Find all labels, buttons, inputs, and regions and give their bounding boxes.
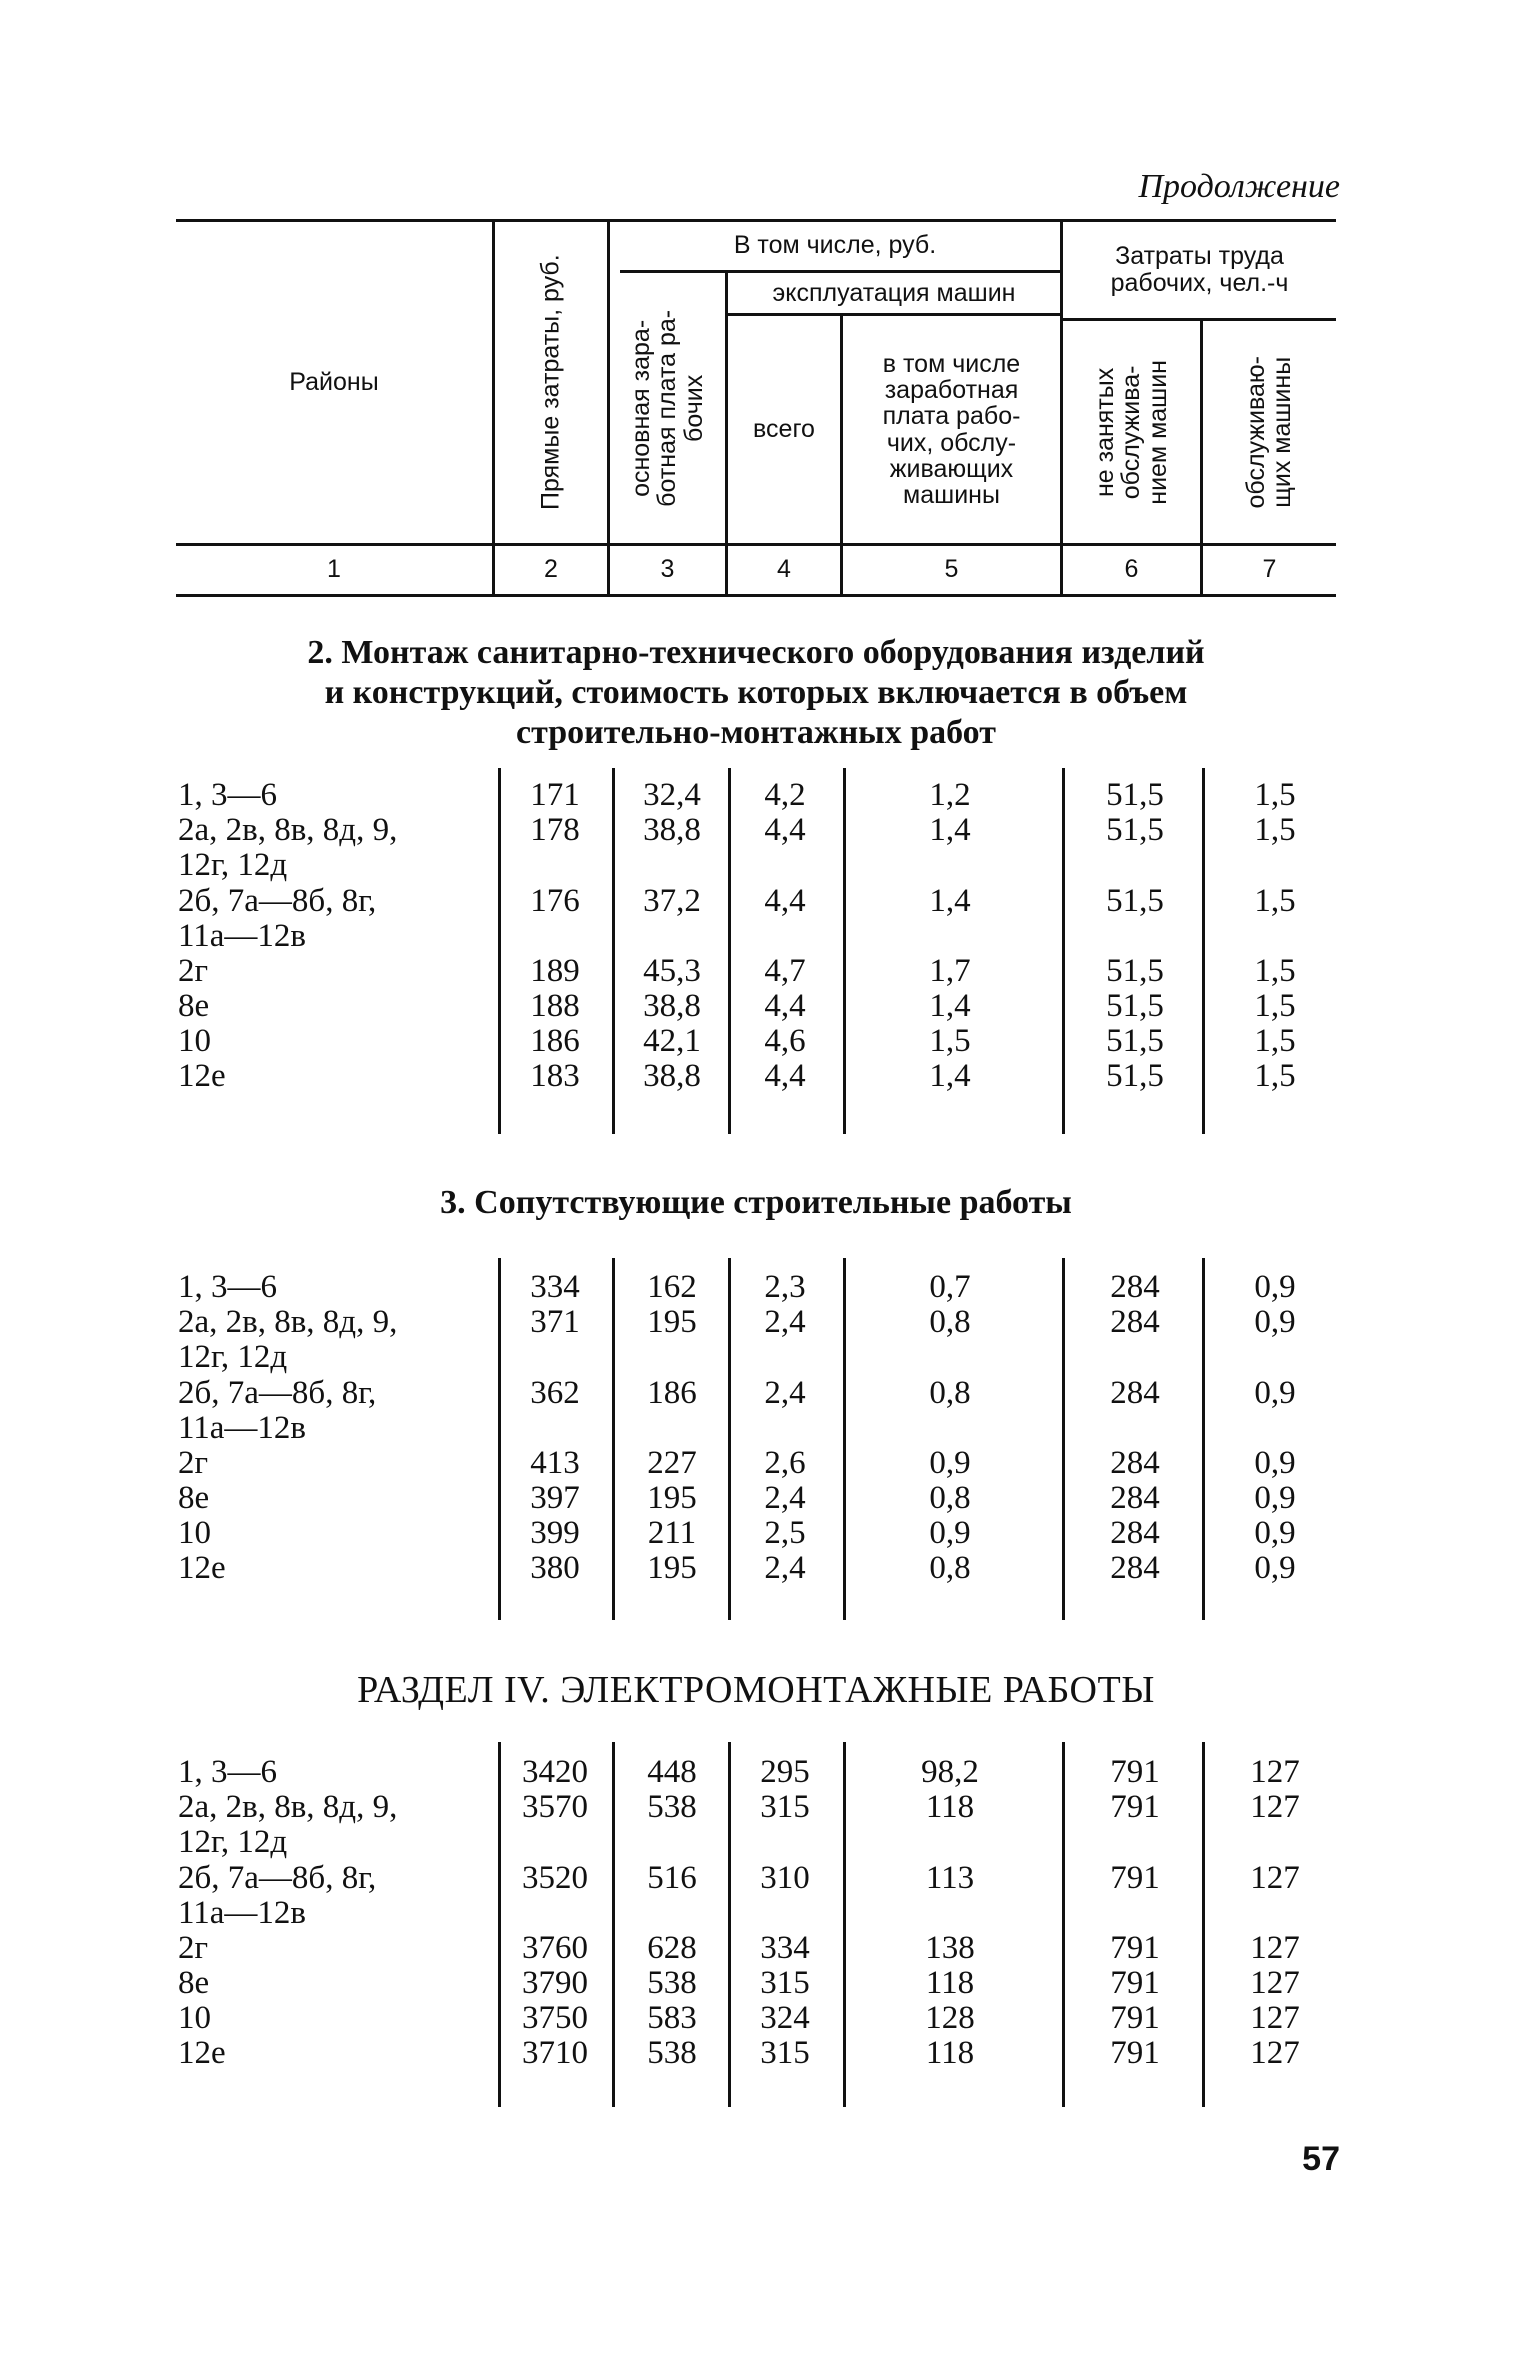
machine-total-cell: 4,7 <box>764 953 806 989</box>
machine-total-cell: 334 <box>760 1930 810 1966</box>
section-4-title: РАЗДЕЛ IV. ЭЛЕКТРОМОНТАЖНЫЕ РАБОТЫ <box>357 1669 1155 1711</box>
region-cell: 2б, 7а—8б, 8г, <box>178 1860 377 1896</box>
region-cell: 1, 3—6 <box>178 1269 277 1305</box>
labor-not-serving-cell: 791 <box>1110 2000 1160 2036</box>
base-wage-cell: 516 <box>647 1860 697 1896</box>
labor-not-serving-cell: 791 <box>1110 1860 1160 1896</box>
labor-serving-cell: 1,5 <box>1254 777 1296 813</box>
region-cell: 8е <box>178 1965 210 2001</box>
region-cell: 12е <box>178 2035 226 2071</box>
continuation-label: Продолжение <box>1138 168 1340 205</box>
machine-wage-cell: 0,8 <box>929 1550 971 1586</box>
header-base-wage: основная зара- ботная плата ра- бочих <box>627 309 708 507</box>
machine-total-cell: 4,4 <box>764 812 806 848</box>
labor-not-serving-cell: 51,5 <box>1106 1023 1164 1059</box>
labor-serving-cell: 0,9 <box>1254 1304 1296 1340</box>
col-number-4: 4 <box>777 555 791 583</box>
direct-costs-cell: 189 <box>530 953 580 989</box>
labor-serving-cell: 0,9 <box>1254 1445 1296 1481</box>
region-cell: 11а—12в <box>178 918 307 954</box>
labor-serving-cell: 1,5 <box>1254 812 1296 848</box>
direct-costs-cell: 3760 <box>522 1930 588 1966</box>
base-wage-cell: 583 <box>647 2000 697 2036</box>
section-3-title: 3. Сопутствующие строительные работы <box>440 1184 1072 1221</box>
region-cell: 12г, 12д <box>178 1339 288 1375</box>
labor-not-serving-cell: 284 <box>1110 1445 1160 1481</box>
table-row <box>0 1516 1535 1550</box>
labor-not-serving-cell: 791 <box>1110 1789 1160 1825</box>
machine-wage-cell: 1,4 <box>929 812 971 848</box>
base-wage-cell: 38,8 <box>643 988 701 1024</box>
machine-wage-cell: 1,7 <box>929 953 971 989</box>
direct-costs-cell: 178 <box>530 812 580 848</box>
base-wage-cell: 38,8 <box>643 812 701 848</box>
machine-total-cell: 2,5 <box>764 1515 806 1551</box>
direct-costs-cell: 3420 <box>522 1754 588 1790</box>
machine-wage-cell: 1,5 <box>929 1023 971 1059</box>
table-row <box>0 883 1535 954</box>
base-wage-cell: 37,2 <box>643 883 701 919</box>
direct-costs-cell: 413 <box>530 1445 580 1481</box>
table-row <box>0 1755 1535 1789</box>
labor-serving-cell: 1,5 <box>1254 988 1296 1024</box>
region-cell: 1, 3—6 <box>178 1754 277 1790</box>
machine-total-cell: 4,4 <box>764 1058 806 1094</box>
labor-not-serving-cell: 51,5 <box>1106 883 1164 919</box>
machine-wage-cell: 1,4 <box>929 988 971 1024</box>
direct-costs-cell: 176 <box>530 883 580 919</box>
region-cell: 2б, 7а—8б, 8г, <box>178 883 377 919</box>
labor-not-serving-cell: 51,5 <box>1106 1058 1164 1094</box>
direct-costs-cell: 188 <box>530 988 580 1024</box>
machine-total-cell: 2,4 <box>764 1480 806 1516</box>
table-row <box>0 989 1535 1023</box>
direct-costs-cell: 397 <box>530 1480 580 1516</box>
labor-serving-cell: 0,9 <box>1254 1550 1296 1586</box>
base-wage-cell: 448 <box>647 1754 697 1790</box>
table-row <box>0 1446 1535 1480</box>
region-cell: 10 <box>178 2000 211 2036</box>
table-row <box>0 1966 1535 2000</box>
header-regions: Районы <box>289 367 379 396</box>
col-number-6: 6 <box>1124 555 1139 583</box>
direct-costs-cell: 3570 <box>522 1789 588 1825</box>
machine-total-cell: 315 <box>760 1789 810 1825</box>
machine-wage-cell: 0,9 <box>929 1515 971 1551</box>
direct-costs-cell: 3790 <box>522 1965 588 2001</box>
region-cell: 10 <box>178 1515 211 1551</box>
region-cell: 2а, 2в, 8в, 8д, 9, <box>178 812 398 848</box>
machine-wage-cell: 113 <box>925 1860 975 1896</box>
base-wage-cell: 32,4 <box>643 777 701 813</box>
base-wage-cell: 195 <box>647 1550 697 1586</box>
base-wage-cell: 211 <box>647 1515 697 1551</box>
col-number-5: 5 <box>944 555 959 583</box>
base-wage-cell: 538 <box>647 1965 697 2001</box>
table-row <box>0 1551 1535 1585</box>
region-cell: 11а—12в <box>178 1895 307 1931</box>
region-cell: 1, 3—6 <box>178 777 277 813</box>
table-row <box>0 778 1535 812</box>
direct-costs-cell: 371 <box>530 1304 580 1340</box>
labor-serving-cell: 0,9 <box>1254 1375 1296 1411</box>
labor-not-serving-cell: 284 <box>1110 1480 1160 1516</box>
machine-wage-cell: 1,4 <box>929 1058 971 1094</box>
section-2-title: 2. Монтаж санитарно-технического оборудования изделий и конструкций, стоимость которых включается в объем строительно-монтажных работ <box>307 634 1205 751</box>
machine-total-cell: 4,4 <box>764 883 806 919</box>
machine-total-cell: 315 <box>760 2035 810 2071</box>
region-cell: 12г, 12д <box>178 1824 288 1860</box>
colnum-bottom-rule <box>176 594 1336 597</box>
labor-not-serving-cell: 284 <box>1110 1550 1160 1586</box>
machine-wage-cell: 118 <box>925 1789 975 1825</box>
labor-serving-cell: 127 <box>1250 1860 1300 1896</box>
machine-wage-cell: 98,2 <box>921 1754 979 1790</box>
header-total: всего <box>753 415 815 444</box>
header-serving: обслуживаю- щих машины <box>1242 355 1297 509</box>
region-cell: 2г <box>178 1445 209 1481</box>
base-wage-cell: 162 <box>647 1269 697 1305</box>
table-row <box>0 1024 1535 1058</box>
table-row <box>0 1860 1535 1931</box>
base-wage-cell: 628 <box>647 1930 697 1966</box>
col-number-1: 1 <box>327 555 341 583</box>
labor-serving-cell: 127 <box>1250 1965 1300 2001</box>
labor-not-serving-cell: 791 <box>1110 1930 1160 1966</box>
base-wage-cell: 195 <box>647 1480 697 1516</box>
base-wage-cell: 38,8 <box>643 1058 701 1094</box>
header-direct-costs: Прямые затраты, руб. <box>536 254 565 510</box>
labor-serving-cell: 1,5 <box>1254 883 1296 919</box>
machine-total-cell: 2,4 <box>764 1375 806 1411</box>
header-machine-wage: в том числе заработная плата рабо- чих, обслу- живающих машины <box>882 349 1021 509</box>
labor-serving-cell: 127 <box>1250 2000 1300 2036</box>
labor-not-serving-cell: 284 <box>1110 1515 1160 1551</box>
header-labor: Затраты труда рабочих, чел.-ч <box>1110 242 1289 297</box>
region-cell: 2а, 2в, 8в, 8д, 9, <box>178 1789 398 1825</box>
base-wage-cell: 227 <box>647 1445 697 1481</box>
base-wage-cell: 195 <box>647 1304 697 1340</box>
header-including: В том числе, руб. <box>733 231 937 260</box>
machine-total-cell: 324 <box>760 2000 810 2036</box>
machine-wage-cell: 1,2 <box>929 777 971 813</box>
labor-serving-cell: 0,9 <box>1254 1515 1296 1551</box>
col-number-7: 7 <box>1262 555 1277 583</box>
direct-costs-cell: 3750 <box>522 2000 588 2036</box>
table-row <box>0 2036 1535 2070</box>
labor-not-serving-cell: 51,5 <box>1106 777 1164 813</box>
machine-wage-cell: 0,7 <box>929 1269 971 1305</box>
direct-costs-cell: 3710 <box>522 2035 588 2071</box>
direct-costs-cell: 171 <box>530 777 580 813</box>
labor-not-serving-cell: 791 <box>1110 1754 1160 1790</box>
machine-total-cell: 4,4 <box>764 988 806 1024</box>
direct-costs-cell: 399 <box>530 1515 580 1551</box>
machine-total-cell: 2,4 <box>764 1550 806 1586</box>
header-bottom-rule <box>176 543 1336 546</box>
labor-serving-cell: 0,9 <box>1254 1269 1296 1305</box>
region-cell: 12е <box>178 1058 226 1094</box>
labor-serving-cell: 0,9 <box>1254 1480 1296 1516</box>
direct-costs-cell: 334 <box>530 1269 580 1305</box>
header-not-serving: не занятых обслужива- нием машин <box>1091 359 1172 505</box>
machine-wage-cell: 1,4 <box>929 883 971 919</box>
labor-not-serving-cell: 51,5 <box>1106 812 1164 848</box>
base-wage-cell: 186 <box>647 1375 697 1411</box>
machine-wage-cell: 0,9 <box>929 1445 971 1481</box>
direct-costs-cell: 362 <box>530 1375 580 1411</box>
machine-wage-cell: 138 <box>925 1930 975 1966</box>
direct-costs-cell: 3520 <box>522 1860 588 1896</box>
labor-not-serving-cell: 284 <box>1110 1304 1160 1340</box>
col-number-3: 3 <box>660 555 675 583</box>
machine-total-cell: 2,4 <box>764 1304 806 1340</box>
machine-wage-cell: 118 <box>925 2035 975 2071</box>
labor-not-serving-cell: 284 <box>1110 1269 1160 1305</box>
region-cell: 2б, 7а—8б, 8г, <box>178 1375 377 1411</box>
direct-costs-cell: 380 <box>530 1550 580 1586</box>
machine-total-cell: 4,6 <box>764 1023 806 1059</box>
base-wage-cell: 538 <box>647 2035 697 2071</box>
table-row <box>0 954 1535 988</box>
machine-total-cell: 4,2 <box>764 777 806 813</box>
region-cell: 10 <box>178 1023 211 1059</box>
table-row <box>0 1789 1535 1860</box>
labor-serving-cell: 127 <box>1250 2035 1300 2071</box>
region-cell: 11а—12в <box>178 1410 307 1446</box>
base-wage-cell: 538 <box>647 1789 697 1825</box>
table-row <box>0 1481 1535 1515</box>
region-cell: 2а, 2в, 8в, 8д, 9, <box>178 1304 398 1340</box>
table-row <box>0 1931 1535 1965</box>
labor-serving-cell: 1,5 <box>1254 1058 1296 1094</box>
labor-not-serving-cell: 51,5 <box>1106 988 1164 1024</box>
header-machine-operation: эксплуатация машин <box>772 278 1016 307</box>
machine-total-cell: 310 <box>760 1860 810 1896</box>
region-cell: 8е <box>178 1480 210 1516</box>
table-row <box>0 1304 1535 1375</box>
labor-serving-cell: 127 <box>1250 1930 1300 1966</box>
machine-total-cell: 315 <box>760 1965 810 2001</box>
table-row <box>0 1375 1535 1446</box>
machine-wage-cell: 0,8 <box>929 1375 971 1411</box>
table-row <box>0 812 1535 883</box>
region-cell: 2г <box>178 1930 209 1966</box>
direct-costs-cell: 186 <box>530 1023 580 1059</box>
region-cell: 8е <box>178 988 210 1024</box>
labor-serving-cell: 1,5 <box>1254 1023 1296 1059</box>
machine-wage-cell: 0,8 <box>929 1480 971 1516</box>
table-row <box>0 1270 1535 1304</box>
direct-costs-cell: 183 <box>530 1058 580 1094</box>
labor-serving-cell: 127 <box>1250 1789 1300 1825</box>
region-cell: 12е <box>178 1550 226 1586</box>
machine-wage-cell: 128 <box>925 2000 975 2036</box>
base-wage-cell: 42,1 <box>643 1023 701 1059</box>
region-cell: 2г <box>178 953 209 989</box>
machine-total-cell: 295 <box>760 1754 810 1790</box>
table-row <box>0 1059 1535 1093</box>
labor-not-serving-cell: 51,5 <box>1106 953 1164 989</box>
machine-total-cell: 2,3 <box>764 1269 806 1305</box>
labor-not-serving-cell: 791 <box>1110 1965 1160 2001</box>
labor-serving-cell: 1,5 <box>1254 953 1296 989</box>
machine-wage-cell: 118 <box>925 1965 975 2001</box>
col-number-2: 2 <box>544 555 558 583</box>
region-cell: 12г, 12д <box>178 847 288 883</box>
base-wage-cell: 45,3 <box>643 953 701 989</box>
table-row <box>0 2001 1535 2035</box>
labor-not-serving-cell: 284 <box>1110 1375 1160 1411</box>
labor-serving-cell: 127 <box>1250 1754 1300 1790</box>
machine-total-cell: 2,6 <box>764 1445 806 1481</box>
page-number: 57 <box>1302 2140 1340 2178</box>
labor-not-serving-cell: 791 <box>1110 2035 1160 2071</box>
machine-wage-cell: 0,8 <box>929 1304 971 1340</box>
